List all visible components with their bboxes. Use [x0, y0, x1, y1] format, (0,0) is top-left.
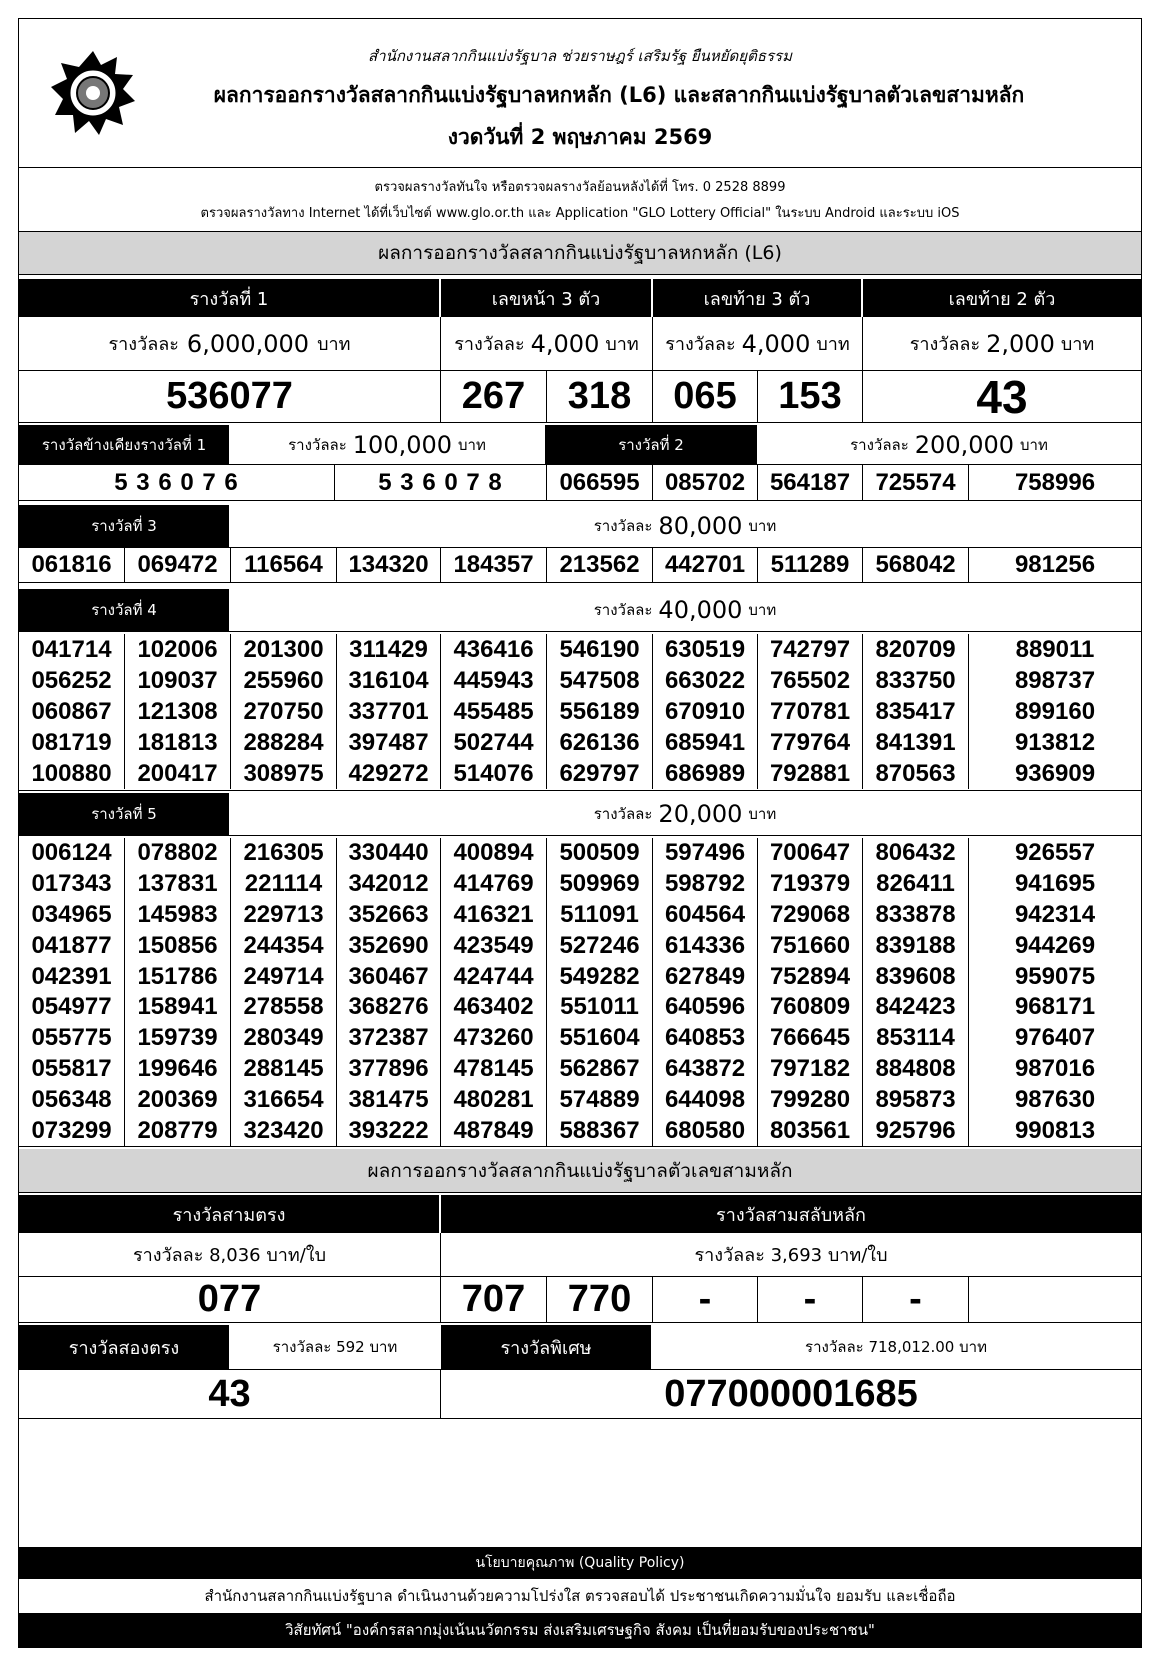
- third-prize-grid: [19, 547, 1141, 583]
- prize-number-cell: 799280: [758, 1084, 863, 1115]
- prize-number-cell: 200417: [125, 758, 231, 789]
- prize-number-cell: 765502: [758, 665, 863, 696]
- prize-number-cell: 700647: [758, 838, 863, 869]
- prize-number-cell: 841391: [863, 727, 969, 758]
- prize-number-cell: 889011: [1015, 635, 1095, 663]
- last3-label: เลขท้าย 3 ตัว: [653, 279, 861, 317]
- prize-number-cell: 547508: [547, 665, 653, 696]
- prize-number-cell: 976407: [1014, 1024, 1096, 1052]
- prize-number-cell: 500509: [547, 838, 653, 869]
- top-prize-amounts: [19, 317, 1141, 371]
- prize-number-cell: 826411: [863, 869, 969, 900]
- prize-number-cell: 833878: [863, 900, 969, 931]
- fourth-amount-value: 40,000: [658, 596, 743, 624]
- prize-number-cell: 116564: [231, 548, 337, 582]
- prize-number-cell: 455485: [441, 696, 547, 727]
- second-prize-number: 085702: [653, 465, 758, 500]
- prize-number-cell: 323420: [231, 1115, 337, 1146]
- prize-number-cell: 041877: [19, 930, 125, 961]
- near1-number: 5 3 6 0 7 6: [19, 465, 335, 500]
- front3-amount-value: 4,000: [530, 329, 600, 358]
- header-title-row: [19, 77, 1141, 113]
- prize-number-cell: 442701: [653, 548, 758, 582]
- second-prize-number: 066595: [547, 465, 653, 500]
- near1-amount-unit: บาท: [458, 435, 486, 454]
- front3-amount-unit: บาท: [605, 334, 639, 355]
- fourth-prize-header: [19, 589, 1141, 631]
- second-prize-amount: [757, 425, 1141, 464]
- prize-number-cell: 597496: [653, 838, 758, 869]
- fourth-prize-amount: [229, 589, 1141, 631]
- prize-number-cell: 377896: [337, 1054, 441, 1085]
- prize-number-cell: 803561: [758, 1115, 863, 1146]
- prize-number-cell: 556189: [547, 696, 653, 727]
- prize-number-cell: 913812: [1014, 728, 1096, 756]
- prize-number-cell: 663022: [653, 665, 758, 696]
- front3-number: 318: [547, 371, 653, 422]
- front3-number: 267: [441, 371, 547, 422]
- straight2-number: 43: [19, 1370, 441, 1418]
- prize-number-cell: 201300: [231, 634, 337, 665]
- prize-number-cell: 627849: [653, 961, 758, 992]
- prize-number-cell: 839188: [863, 930, 969, 961]
- prize-number-cell: 134320: [337, 548, 441, 582]
- fifth-prize-grid: [19, 835, 1141, 1147]
- vision-text: วิสัยทัศน์ "องค์กรสลากมุ่งเน้นนวัตกรรม ส่งเสริมเศรษฐกิจ สังคม เป็นที่ยอมรับของประชาชน": [285, 1621, 875, 1639]
- policy-body: [19, 1579, 1141, 1613]
- prize-number-cell: 760809: [758, 992, 863, 1023]
- n3-special-headers: [19, 1325, 1141, 1369]
- prize-number-cell: 081719: [19, 727, 125, 758]
- n3-section-header: [19, 1149, 1141, 1193]
- prize-number-cell: 109037: [125, 665, 231, 696]
- prize-number-cell: 480281: [441, 1084, 547, 1115]
- policy-header: [19, 1547, 1141, 1579]
- third-prize-header: [19, 505, 1141, 547]
- page-title: ผลการออกรางวัลสลากกินแบ่งรัฐบาลหกหลัก (L6) และสลากกินแบ่งรัฐบาลตัวเลขสามหลัก: [213, 82, 1025, 107]
- prize-number-cell: 626136: [547, 727, 653, 758]
- front3-amount: [441, 317, 653, 370]
- second-prize-number: 758996: [1014, 468, 1096, 496]
- prize-number-cell: 926557: [1014, 839, 1096, 867]
- prize-number-cell: 137831: [125, 869, 231, 900]
- prize-number-cell: 766645: [758, 1023, 863, 1054]
- prize-number-cell: 680580: [653, 1115, 758, 1146]
- prize-number-cell: 213562: [547, 548, 653, 582]
- prize-number-cell: 208779: [125, 1115, 231, 1146]
- l6-section-title: ผลการออกรางวัลสลากกินแบ่งรัฐบาลหกหลัก (L6): [378, 242, 782, 264]
- prize-number-cell: 968171: [1014, 993, 1096, 1021]
- prize-number-cell: 562867: [547, 1054, 653, 1085]
- last2-amount-unit: บาท: [1060, 334, 1095, 355]
- prize-number-cell: 820709: [863, 634, 969, 665]
- prize-number-cell: 990813: [1014, 1116, 1096, 1144]
- fifth-amount-prefix: รางวัลละ: [593, 805, 653, 823]
- prize-number-cell: 145983: [125, 900, 231, 931]
- prize-number-cell: 078802: [125, 838, 231, 869]
- prize-number-cell: 752894: [758, 961, 863, 992]
- straight3-number: 077: [19, 1277, 441, 1322]
- prize-number-cell: 502744: [441, 727, 547, 758]
- prize-number-cell: 121308: [125, 696, 231, 727]
- prize-number-cell: 330440: [337, 838, 441, 869]
- prize-number-cell: 055775: [19, 1023, 125, 1054]
- straight3-amount: รางวัลละ 8,036 บาท/ใบ: [19, 1233, 441, 1276]
- prize-number-cell: 511289: [758, 548, 863, 582]
- prize-number-cell: 337701: [337, 696, 441, 727]
- prize-number-cell: 055817: [19, 1054, 125, 1085]
- n3-special-numbers: [19, 1369, 1141, 1419]
- check-phone-text: ตรวจผลรางวัลทันใจ หรือตรวจผลรางวัลย้อนหลังได้ที่ โทร. 0 2528 8899: [374, 179, 786, 195]
- second-amount-prefix: รางวัลละ: [850, 435, 909, 454]
- prize-number-cell: 779764: [758, 727, 863, 758]
- prize-number-cell: 942314: [1014, 900, 1096, 928]
- front3-label: เลขหน้า 3 ตัว: [441, 279, 651, 317]
- prize-number-cell: 288284: [231, 727, 337, 758]
- prize-number-cell: 719379: [758, 869, 863, 900]
- near1-number: 5 3 6 0 7 8: [335, 465, 547, 500]
- prize-number-cell: 424744: [441, 961, 547, 992]
- first-prize-number: 536077: [19, 371, 441, 422]
- prize-number-cell: 509969: [547, 869, 653, 900]
- prize-number-cell: 478145: [441, 1054, 547, 1085]
- special-prize-number: 077000001685: [664, 1372, 918, 1415]
- prize-number-cell: 316654: [231, 1084, 337, 1115]
- prize-number-cell: 729068: [758, 900, 863, 931]
- prize-number-cell: 181813: [125, 727, 231, 758]
- last2-amount: [863, 317, 1141, 370]
- prize-number-cell: 060867: [19, 696, 125, 727]
- swap3-number: -: [758, 1277, 863, 1322]
- prize-number-cell: 568042: [863, 548, 969, 582]
- last2-amount-prefix: รางวัลละ: [909, 334, 981, 355]
- near-second-numbers: [19, 465, 1141, 501]
- prize-number-cell: 463402: [441, 992, 547, 1023]
- second-amount-value: 200,000: [914, 430, 1015, 459]
- lottery-result-sheet: [18, 18, 1142, 1648]
- prize-number-cell: 959075: [1014, 962, 1096, 990]
- prize-number-cell: 069472: [125, 548, 231, 582]
- header-motto: สำนักงานสลากกินแบ่งรัฐบาล ช่วยราษฎร์ เสริมรัฐ ยืนหยัดยุติธรรม: [368, 47, 792, 65]
- prize-number-cell: 316104: [337, 665, 441, 696]
- last2-number: 43: [976, 370, 1028, 423]
- n3-section-title: ผลการออกรางวัลสลากกินแบ่งรัฐบาลตัวเลขสามหลัก: [367, 1159, 793, 1182]
- fifth-prize-amount: [229, 793, 1141, 835]
- prize-number-cell: 381475: [337, 1084, 441, 1115]
- prize-number-cell: 527246: [547, 930, 653, 961]
- prize-number-cell: 102006: [125, 634, 231, 665]
- fifth-amount-unit: บาท: [748, 805, 777, 823]
- policy-text: สำนักงานสลากกินแบ่งรัฐบาล ดำเนินงานด้วยความโปร่งใส ตรวจสอบได้ ประชาชนเกิดความมั่นใจ ยอมรับ และเชื่อถือ: [204, 1587, 956, 1605]
- header-motto-row: [19, 41, 1141, 71]
- prize-number-cell: 833750: [863, 665, 969, 696]
- top-prize-numbers: [19, 371, 1141, 423]
- prize-number-cell: 017343: [19, 869, 125, 900]
- prize-number-cell: 221114: [231, 869, 337, 900]
- prize-number-cell: 806432: [863, 838, 969, 869]
- prize-number-cell: 546190: [547, 634, 653, 665]
- prize-number-cell: 640596: [653, 992, 758, 1023]
- prize-number-cell: 200369: [125, 1084, 231, 1115]
- prize-number-cell: 034965: [19, 900, 125, 931]
- swap3-label: รางวัลสามสลับหลัก: [441, 1195, 1141, 1233]
- second-prize-number: 564187: [758, 465, 863, 500]
- prize-number-cell: 249714: [231, 961, 337, 992]
- near1-amount-prefix: รางวัลละ: [288, 435, 347, 454]
- prize-number-cell: 614336: [653, 930, 758, 961]
- prize-number-cell: 884808: [863, 1054, 969, 1085]
- prize-number-cell: 368276: [337, 992, 441, 1023]
- prize-number-cell: 751660: [758, 930, 863, 961]
- prize-number-cell: 393222: [337, 1115, 441, 1146]
- last2-label: เลขท้าย 2 ตัว: [863, 279, 1141, 317]
- prize-number-cell: 792881: [758, 758, 863, 789]
- header-date-row: [19, 119, 1141, 155]
- l6-section-header: [19, 231, 1141, 275]
- prize-number-cell: 925796: [863, 1115, 969, 1146]
- swap3-number: -: [653, 1277, 758, 1322]
- third-amount-unit: บาท: [748, 517, 777, 535]
- prize-number-cell: 895873: [863, 1084, 969, 1115]
- fifth-prize-label: รางวัลที่ 5: [19, 793, 229, 835]
- prize-number-cell: 514076: [441, 758, 547, 789]
- fourth-prize-label: รางวัลที่ 4: [19, 589, 229, 631]
- prize-number-cell: 511091: [547, 900, 653, 931]
- prize-number-cell: 551604: [547, 1023, 653, 1054]
- third-amount-value: 80,000: [658, 512, 743, 540]
- straight2-label: รางวัลสองตรง: [19, 1325, 229, 1369]
- prize-number-cell: 414769: [441, 869, 547, 900]
- n3-prize-numbers: [19, 1277, 1141, 1323]
- prize-number-cell: 159739: [125, 1023, 231, 1054]
- prize-number-cell: 054977: [19, 992, 125, 1023]
- prize-number-cell: 770781: [758, 696, 863, 727]
- prize-number-cell: 987016: [1014, 1054, 1096, 1082]
- prize-number-cell: 151786: [125, 961, 231, 992]
- swap3-number: 707: [441, 1277, 547, 1322]
- prize-number-cell: 158941: [125, 992, 231, 1023]
- prize-number-cell: 244354: [231, 930, 337, 961]
- second-prize-number: 725574: [863, 465, 969, 500]
- prize-number-cell: 311429: [337, 634, 441, 665]
- prize-number-cell: 643872: [653, 1054, 758, 1085]
- last2-amount-value: 2,000: [986, 329, 1055, 358]
- prize-number-cell: 397487: [337, 727, 441, 758]
- prize-number-cell: 229713: [231, 900, 337, 931]
- prize-number-cell: 288145: [231, 1054, 337, 1085]
- prize-number-cell: 278558: [231, 992, 337, 1023]
- prize-number-cell: 041714: [19, 634, 125, 665]
- prize-number-cell: 898737: [1014, 666, 1096, 694]
- third-amount-prefix: รางวัลละ: [593, 517, 653, 535]
- prize-number-cell: 056348: [19, 1084, 125, 1115]
- special-prize-amount: รางวัลละ 718,012.00 บาท: [805, 1338, 987, 1356]
- n3-prize-headers: [19, 1195, 1141, 1233]
- prize-number-cell: 429272: [337, 758, 441, 789]
- first-amount-prefix: รางวัลละ: [108, 334, 179, 355]
- prize-number-cell: 742797: [758, 634, 863, 665]
- first-amount-value: 6,000,000: [186, 329, 310, 358]
- fifth-amount-value: 20,000: [658, 800, 743, 828]
- prize-number-cell: 473260: [441, 1023, 547, 1054]
- fourth-amount-unit: บาท: [748, 601, 777, 619]
- prize-number-cell: 416321: [441, 900, 547, 931]
- prize-number-cell: 899160: [1014, 697, 1096, 725]
- prize-number-cell: 006124: [19, 838, 125, 869]
- first-amount-unit: บาท: [317, 334, 351, 355]
- policy-title: นโยบายคุณภาพ (Quality Policy): [475, 1555, 685, 1571]
- prize-number-cell: 073299: [19, 1115, 125, 1146]
- prize-number-cell: 352690: [337, 930, 441, 961]
- prize-number-cell: 604564: [653, 900, 758, 931]
- last3-amount: [653, 317, 863, 370]
- special-prize-label: รางวัลพิเศษ: [441, 1325, 651, 1369]
- prize-number-cell: 423549: [441, 930, 547, 961]
- last3-amount-prefix: รางวัลละ: [665, 334, 736, 355]
- fifth-prize-header: [19, 793, 1141, 835]
- prize-number-cell: 308975: [231, 758, 337, 789]
- near1-amount: [229, 425, 545, 464]
- prize-number-cell: 630519: [653, 634, 758, 665]
- prize-number-cell: 644098: [653, 1084, 758, 1115]
- swap3-number: 770: [547, 1277, 653, 1322]
- prize-number-cell: 150856: [125, 930, 231, 961]
- prize-number-cell: 061816: [19, 548, 125, 582]
- prize-number-cell: 685941: [653, 727, 758, 758]
- straight3-label: รางวัลสามตรง: [19, 1195, 439, 1233]
- last3-number: 065: [653, 371, 758, 422]
- top-prize-headers: [19, 279, 1141, 317]
- prize-number-cell: 941695: [1014, 870, 1096, 898]
- last3-number: 153: [758, 371, 863, 422]
- prize-number-cell: 342012: [337, 869, 441, 900]
- last3-amount-value: 4,000: [741, 329, 811, 358]
- prize-number-cell: 199646: [125, 1054, 231, 1085]
- prize-number-cell: 436416: [441, 634, 547, 665]
- draw-date: งวดวันที่ 2 พฤษภาคม 2569: [447, 124, 713, 149]
- prize-number-cell: 372387: [337, 1023, 441, 1054]
- prize-number-cell: 797182: [758, 1054, 863, 1085]
- second-amount-unit: บาท: [1020, 435, 1048, 454]
- near1-amount-value: 100,000: [352, 430, 453, 459]
- first-prize-label: รางวัลที่ 1: [19, 279, 439, 317]
- fourth-amount-prefix: รางวัลละ: [593, 601, 653, 619]
- prize-number-cell: 216305: [231, 838, 337, 869]
- prize-number-cell: 853114: [863, 1023, 969, 1054]
- near1-label: รางวัลข้างเคียงรางวัลที่ 1: [19, 425, 229, 464]
- prize-number-cell: 352663: [337, 900, 441, 931]
- third-prize-amount: [229, 505, 1141, 547]
- prize-number-cell: 981256: [1014, 551, 1096, 578]
- fourth-prize-grid: [19, 631, 1141, 791]
- n3-prize-amounts: [19, 1233, 1141, 1277]
- prize-number-cell: 184357: [441, 548, 547, 582]
- prize-number-cell: 629797: [547, 758, 653, 789]
- prize-number-cell: 588367: [547, 1115, 653, 1146]
- swap3-number: [969, 1277, 1141, 1322]
- last3-amount-unit: บาท: [816, 334, 850, 355]
- prize-number-cell: 670910: [653, 696, 758, 727]
- prize-number-cell: 042391: [19, 961, 125, 992]
- prize-number-cell: 944269: [1014, 931, 1096, 959]
- vision-row: [19, 1613, 1141, 1647]
- prize-number-cell: 400894: [441, 838, 547, 869]
- straight2-amount: รางวัลละ 592 บาท: [272, 1338, 398, 1356]
- prize-number-cell: 280349: [231, 1023, 337, 1054]
- prize-number-cell: 270750: [231, 696, 337, 727]
- prize-number-cell: 987630: [1014, 1085, 1096, 1113]
- prize-number-cell: 686989: [653, 758, 758, 789]
- prize-number-cell: 360467: [337, 961, 441, 992]
- prize-number-cell: 445943: [441, 665, 547, 696]
- prize-number-cell: 835417: [863, 696, 969, 727]
- prize-number-cell: 936909: [1014, 759, 1096, 787]
- front3-amount-prefix: รางวัลละ: [454, 334, 525, 355]
- prize-number-cell: 549282: [547, 961, 653, 992]
- check-web-text: ตรวจผลรางวัลทาง Internet ได้ที่เว็บไซต์ www.glo.or.th และ Application "GLO Lottery Official" ในระบบ Android และระบบ iOS: [200, 205, 960, 221]
- swap3-amount: รางวัลละ 3,693 บาท/ใบ: [694, 1245, 888, 1266]
- prize-number-cell: 870563: [863, 758, 969, 789]
- second-prize-label: รางวัลที่ 2: [545, 425, 757, 464]
- check-info: [19, 167, 1141, 231]
- prize-number-cell: 574889: [547, 1084, 653, 1115]
- prize-number-cell: 598792: [653, 869, 758, 900]
- prize-number-cell: 551011: [547, 992, 653, 1023]
- near-second-header: [19, 425, 1141, 465]
- prize-number-cell: 487849: [441, 1115, 547, 1146]
- prize-number-cell: 842423: [863, 992, 969, 1023]
- prize-number-cell: 056252: [19, 665, 125, 696]
- first-prize-amount: [19, 317, 441, 370]
- prize-number-cell: 100880: [19, 758, 125, 789]
- third-prize-label: รางวัลที่ 3: [19, 505, 229, 547]
- prize-number-cell: 640853: [653, 1023, 758, 1054]
- swap3-number: -: [863, 1277, 969, 1322]
- prize-number-cell: 839608: [863, 961, 969, 992]
- prize-number-cell: 255960: [231, 665, 337, 696]
